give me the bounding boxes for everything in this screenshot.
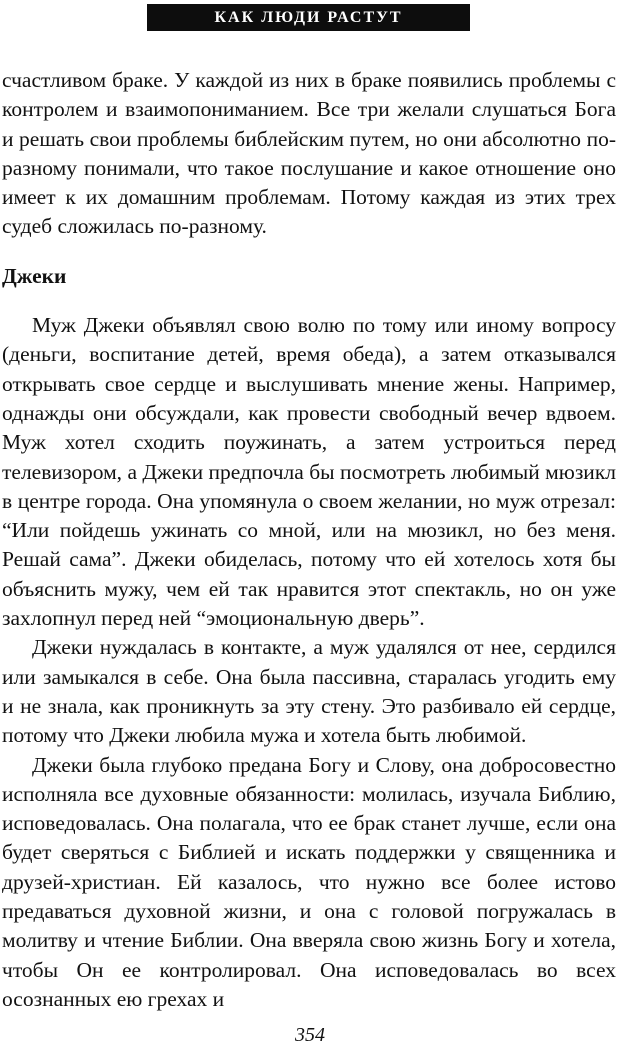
paragraph: Джеки была глубоко предана Богу и Слову, она добросовестно исполняла все духовные обязанности: молилась, изучала Библию, исповедовалась. Она полагала, что ее брак станет лучше, если она будет сверяться с Библией и искать поддержки у священника и друзей-христиан. Ей казалось, что нужно все более истово предаваться духовной жизни, и она с головой погружалась в молитву и чтение Библии. Она вверяла свою жизнь Богу и хотела, чтобы Он ее контролировал. Она исповедовалась во всех осознанных ею грехах и (2, 752, 616, 1011)
page-number: 354 (295, 1024, 325, 1046)
paragraph-intro: счастливом браке. У каждой из них в браке появились проблемы с контролем и взаимопониманием. Все три желали слушаться Бога и решать свои проблемы библейским путем, но они абсолютно по-разному понимали, что такое послушание и какое отношение оно имеет к их домашним проблемам. Потому каждая из этих трех судеб сложилась по-разному. (2, 68, 616, 239)
paragraph: Муж Джеки объявлял свою волю по тому или иному вопросу (деньги, воспитание детей, время обеда), а затем отказывался открывать свое сердце и выслушивать мнение жены. Например, однажды они обсуждали, как провести свободный вечер вдвоем. Муж хотел сходить поужинать, а затем устроиться перед телевизором, а Джеки предпочла бы посмотреть любимый мюзикл в центре города. Она упомянула о своем желании, но муж отрезал: “Или пойдешь ужинать со мной, или на мюзикл, но без меня. Решай сама”. Джеки обиделась, потому что ей хотелось хотя бы объяснить мужу, чем ей так нравится этот спектакль, но он уже захлопнул перед ней “эмоциональную дверь”. (2, 313, 616, 631)
paragraph: Джеки нуждалась в контакте, а муж удалялся от нее, сердился или замыкался в себе. Она была пассивна, старалась угодить ему и не знала, как проникнуть за эту стену. Это разбивало ей сердце, потому что Джеки любила мужа и хотела быть любимой. (2, 635, 616, 748)
running-header: КАК ЛЮДИ РАСТУТ (147, 4, 470, 31)
page-body (2, 66, 616, 1014)
section-heading: Джеки (2, 263, 67, 288)
